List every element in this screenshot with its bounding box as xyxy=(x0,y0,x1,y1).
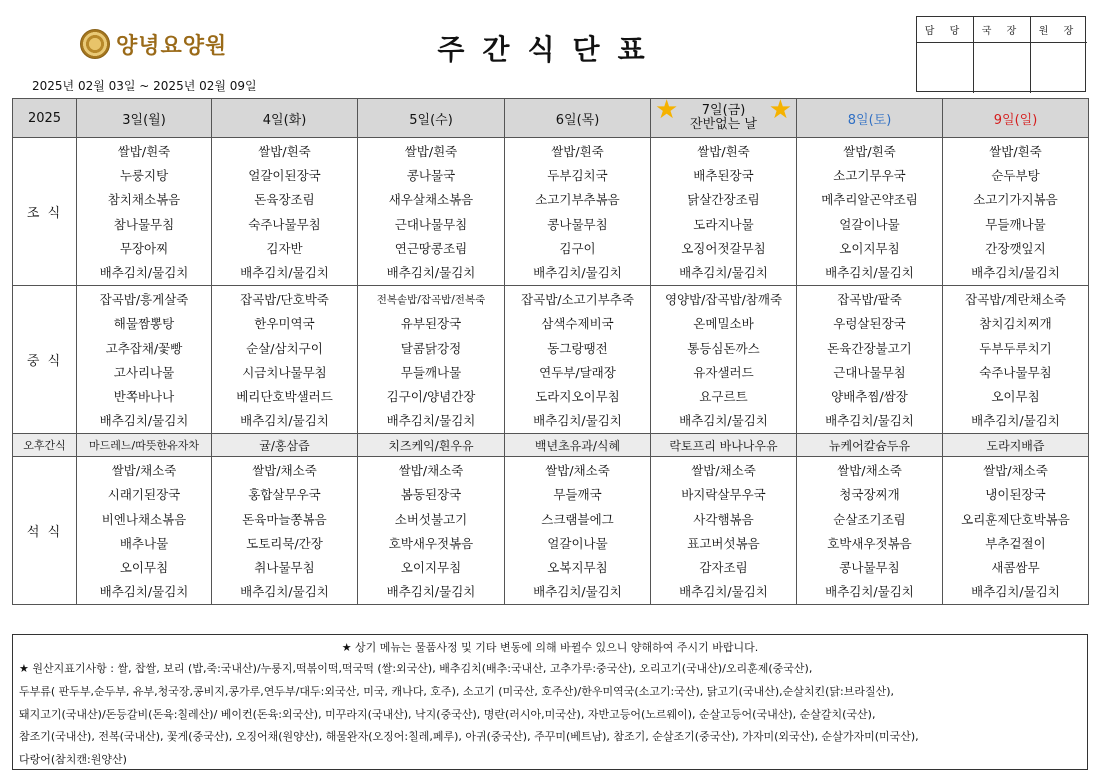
menu-item: 순살/삼치구이 xyxy=(246,340,323,356)
facility-name: 양녕요양원 xyxy=(116,33,228,59)
breakfast-cell-tue xyxy=(212,138,358,286)
day-header-tue: 4일(화) xyxy=(212,99,358,138)
menu-item: 잡곡밥/흥게살죽 xyxy=(99,292,189,308)
menu-item: 배추김치/물김치 xyxy=(971,584,1060,600)
menu-item: 쌀밥/채소죽 xyxy=(837,463,902,479)
dinner-cell-wed xyxy=(358,457,505,605)
menu-item: 쌀밥/채소죽 xyxy=(545,463,610,479)
menu-item: 우렁살된장국 xyxy=(833,316,906,332)
menu-item: 배추김치/물김치 xyxy=(679,413,768,429)
dinner-row xyxy=(13,457,1089,605)
menu-item: 참나물무침 xyxy=(113,216,175,232)
lunch-cell-thu xyxy=(505,286,651,434)
menu-item: 영양밥/잡곡밥/참깨죽 xyxy=(664,292,783,308)
menu-item: 시래기된장국 xyxy=(107,487,181,503)
breakfast-cell-wed xyxy=(358,138,505,286)
weekly-menu-table xyxy=(12,95,1089,605)
menu-item: 달콤닭강정 xyxy=(400,340,462,356)
menu-item: 배추김치/물김치 xyxy=(825,264,914,280)
menu-item: 비엔나채소볶음 xyxy=(101,511,187,527)
menu-item: 호박새우젓볶음 xyxy=(388,535,474,551)
menu-item: 메추리알곤약조림 xyxy=(821,192,918,208)
lunch-cell-sun xyxy=(943,286,1089,434)
year-cell: 2025 xyxy=(13,99,77,138)
menu-item: 전복솥밥/잡곡밥/전복죽 xyxy=(376,294,486,307)
menu-item: 오복지무침 xyxy=(547,560,608,575)
menu-item: 배추김치/물김치 xyxy=(99,584,189,600)
day-header-thu: 6일(목) xyxy=(505,99,651,138)
day-header-fri-label: 7일(금) xyxy=(701,103,746,118)
notice-box xyxy=(12,634,1088,770)
menu-item: 배추김치/물김치 xyxy=(240,413,329,429)
menu-item: 잡곡밥/단호박죽 xyxy=(240,292,329,308)
menu-item: 콩나물무침 xyxy=(839,560,900,575)
menu-item: 배추나물 xyxy=(119,535,169,551)
menu-item: 잡곡밥/소고기부추죽 xyxy=(521,292,634,308)
menu-item: 동그랑땡전 xyxy=(547,340,608,356)
facility-logo xyxy=(80,28,227,60)
menu-item: 쌀밥/채소죽 xyxy=(398,463,464,479)
day-header-mon: 3일(월) xyxy=(77,99,212,138)
menu-item: 배추된장국 xyxy=(693,168,754,184)
menu-item: 돈육마늘쫑볶음 xyxy=(242,511,327,527)
breakfast-row xyxy=(13,138,1089,286)
dinner-cell-fri xyxy=(651,457,797,605)
meal-label-snack: 오후간식 xyxy=(13,434,77,457)
menu-item: 바지락살무우국 xyxy=(681,487,766,503)
menu-item: 배추김치/물김치 xyxy=(971,413,1060,429)
snack-cell-wed: 치즈케익/흰우유 xyxy=(358,434,505,457)
breakfast-cell-sat xyxy=(797,138,943,286)
approval-header-staff: 담 당 xyxy=(917,17,974,43)
menu-item: 표고버섯볶음 xyxy=(687,535,760,551)
menu-item: 사각햄볶음 xyxy=(693,511,754,527)
menu-item: 얼갈이나물 xyxy=(839,216,900,232)
menu-item: 배추김치/물김치 xyxy=(679,264,768,280)
menu-item: 요구르트 xyxy=(699,388,748,404)
menu-item: 고사리나물 xyxy=(113,364,175,380)
lunch-row xyxy=(13,286,1089,434)
menu-item: 배추김치/물김치 xyxy=(99,264,189,280)
menu-item: 참치김치찌개 xyxy=(979,316,1052,332)
menu-item: 새콤쌈무 xyxy=(991,560,1040,575)
menu-item: 한우미역국 xyxy=(254,316,315,332)
menu-item: 잡곡밥/팥죽 xyxy=(837,292,902,308)
menu-item: 순두부탕 xyxy=(991,168,1040,184)
menu-item: 호박새우젓볶음 xyxy=(827,535,912,551)
menu-item: 봄동된장국 xyxy=(400,487,462,503)
snack-cell-sat: 뉴케어칼슘두유 xyxy=(797,434,943,457)
menu-item: 무들깨국 xyxy=(553,487,602,503)
lunch-cell-mon xyxy=(77,286,212,434)
menu-item: 배추김치/물김치 xyxy=(386,584,476,600)
menu-item: 소고기부추볶음 xyxy=(535,192,620,208)
snack-cell-thu: 백년초유과/식혜 xyxy=(505,434,651,457)
breakfast-cell-fri xyxy=(651,138,797,286)
day-header-row xyxy=(13,99,1089,138)
menu-item: 양배추찜/쌈장 xyxy=(831,388,908,404)
menu-item: 배추김치/물김치 xyxy=(240,264,329,280)
menu-item: 배추김치/물김치 xyxy=(386,264,476,280)
day-header-fri-sub: 잔반없는 날 xyxy=(690,117,757,132)
menu-item: 오이지무침 xyxy=(400,560,462,575)
menu-item: 쌀밥/흰죽 xyxy=(843,144,896,159)
menu-item: 두부김치국 xyxy=(547,168,608,184)
menu-item: 김구이/양념간장 xyxy=(386,388,476,404)
menu-item: 숙주나물무침 xyxy=(248,216,321,232)
menu-item: 배추김치/물김치 xyxy=(533,584,622,600)
menu-item: 도라지오이무침 xyxy=(535,388,620,404)
meal-label-lunch: 중 식 xyxy=(13,286,77,434)
menu-item: 닭살간장조림 xyxy=(687,192,760,208)
menu-item: 통등심돈까스 xyxy=(687,340,760,356)
menu-item: 김자반 xyxy=(266,240,303,256)
menu-item: 배추김치/물김치 xyxy=(825,584,914,600)
menu-item: 쌀밥/흰죽 xyxy=(697,144,750,159)
menu-item: 순살조기조림 xyxy=(833,511,906,527)
menu-item: 오리훈제단호박볶음 xyxy=(961,511,1070,527)
menu-item: 새우살채소볶음 xyxy=(388,192,474,208)
menu-item: 쌀밥/흰죽 xyxy=(258,144,311,159)
dinner-cell-sun xyxy=(943,457,1089,605)
approval-header-head: 원 장 xyxy=(1031,17,1087,43)
menu-item: 쌀밥/흰죽 xyxy=(117,144,171,159)
menu-item: 쌀밥/채소죽 xyxy=(111,463,177,479)
snack-cell-fri: 락토프리 바나나우유 xyxy=(651,434,797,457)
origin-line: 참조기(국내산), 전복(국내산), 꽃게(중국산), 오징어채(원양산), 해물완자(오징어:칠레,페루), 아귀(중국산), 주꾸미(베트남), 참조기, 순살조기(중국산), 가자미(외국산), 순살가자미(미국산), xyxy=(19,730,919,744)
menu-item: 배추김치/물김치 xyxy=(99,413,189,429)
breakfast-cell-sun xyxy=(943,138,1089,286)
menu-item: 배추김치/물김치 xyxy=(971,264,1060,280)
lunch-cell-tue xyxy=(212,286,358,434)
menu-item: 홍합살무우국 xyxy=(248,487,321,503)
menu-item: 참치채소볶음 xyxy=(107,192,181,208)
menu-item: 김구이 xyxy=(559,240,596,256)
meal-label-breakfast: 조 식 xyxy=(13,138,77,286)
menu-item: 배추김치/물김치 xyxy=(679,584,768,600)
menu-item: 해물짬뽕탕 xyxy=(113,316,175,332)
menu-item: 유부된장국 xyxy=(400,316,462,332)
lunch-cell-sat xyxy=(797,286,943,434)
menu-item: 누룽지탕 xyxy=(119,168,169,184)
menu-item: 쌀밥/흰죽 xyxy=(989,144,1042,159)
menu-item: 베리단호박샐러드 xyxy=(236,388,333,404)
menu-item: 배추김치/물김치 xyxy=(533,413,622,429)
menu-item: 소버섯불고기 xyxy=(394,511,468,527)
menu-item: 냉이된장국 xyxy=(985,487,1046,503)
day-header-wed: 5일(수) xyxy=(358,99,505,138)
snack-cell-mon: 마드레느/따뜻한유자차 xyxy=(77,434,212,457)
menu-item: 쌀밥/채소죽 xyxy=(252,463,317,479)
origin-line: 돼지고기(국내산)/돈등갈비(돈육:칠레산)/ 베이컨(돈육:외국산), 미꾸라지(국내산), 낙지(중국산), 명란(러시아,미국산), 자반고등어(노르웨이), 순살고등어(국내산), 순살갈치(국산), xyxy=(19,707,876,721)
logo-emblem-icon xyxy=(80,29,110,59)
approval-box xyxy=(916,16,1086,92)
menu-item: 콩나물국 xyxy=(406,168,456,184)
menu-item: 배추김치/물김치 xyxy=(825,413,914,429)
menu-item: 배추김치/물김치 xyxy=(240,584,329,600)
menu-item: 소고기가지볶음 xyxy=(973,192,1058,208)
menu-item: 감자조림 xyxy=(699,560,748,575)
menu-item: 연근땅콩조림 xyxy=(394,240,468,256)
menu-item: 간장깻잎지 xyxy=(985,240,1046,256)
menu-item: 무장아찌 xyxy=(119,240,169,256)
approval-header-director: 국 장 xyxy=(974,17,1031,43)
menu-item: 오이무침 xyxy=(991,388,1040,404)
dinner-cell-thu xyxy=(505,457,651,605)
menu-item: 돈육장조림 xyxy=(254,192,315,208)
menu-item: 삼색수제비국 xyxy=(541,316,614,332)
menu-period: 2025년 02월 03일 ~ 2025년 02월 09일 xyxy=(32,79,257,93)
menu-item: 쌀밥/채소죽 xyxy=(983,463,1048,479)
menu-item: 무들깨나물 xyxy=(985,216,1046,232)
menu-item: 근대나물무침 xyxy=(833,364,906,380)
lunch-cell-wed xyxy=(358,286,505,434)
notice-head: ★ 상기 메뉴는 물품사정 및 기타 변동에 의해 바뀔수 있으니 양해하여 주시기 바랍니다. xyxy=(341,641,759,654)
snack-cell-tue: 귤/홍삼즙 xyxy=(212,434,358,457)
day-header-fri xyxy=(651,95,797,138)
menu-item: 고추잡채/꽃빵 xyxy=(105,340,183,356)
menu-item: 오징어젓갈무침 xyxy=(681,240,766,256)
day-header-sat: 8일(토) xyxy=(797,99,943,138)
dinner-cell-sat xyxy=(797,457,943,605)
menu-item: 도토리묵/간장 xyxy=(246,535,323,551)
page-title: 주간식단표 xyxy=(437,33,663,66)
menu-item: 쌀밥/채소죽 xyxy=(691,463,756,479)
menu-item: 콩나물무침 xyxy=(547,216,608,232)
origin-line: 다랑어(참치캔:원양산) xyxy=(19,753,127,767)
menu-item: 근대나물무침 xyxy=(394,216,468,232)
origin-line: ★ 원산지표기사항 : 쌀, 찹쌀, 보리 (밥,죽:국내산)/누룽지,떡볶이떡,떡국떡 (쌀:외국산), 배추김치(배추:국내산, 고추가루:중국산), 오리고기(국내산)/오리훈제(중국산), xyxy=(19,662,813,675)
menu-item: 돈육간장불고기 xyxy=(827,340,912,356)
menu-item: 유자샐러드 xyxy=(693,364,754,380)
menu-item: 도라지나물 xyxy=(693,216,754,232)
lunch-cell-fri xyxy=(651,286,797,434)
approval-sign-staff[interactable] xyxy=(917,43,974,93)
day-header-sun: 9일(일) xyxy=(943,99,1089,138)
menu-item: 취나물무침 xyxy=(254,560,315,575)
menu-item: 쌀밥/흰죽 xyxy=(551,144,604,159)
menu-item: 오이무침 xyxy=(119,560,169,575)
menu-item: 쌀밥/흰죽 xyxy=(404,144,458,159)
menu-item: 배추김치/물김치 xyxy=(386,413,476,429)
menu-item: 숙주나물무침 xyxy=(979,364,1052,380)
menu-item: 두부두루치기 xyxy=(979,340,1052,356)
menu-item: 배추김치/물김치 xyxy=(533,264,622,280)
menu-item: 연두부/달래장 xyxy=(539,364,616,380)
menu-item: 부추겉절이 xyxy=(985,535,1046,551)
snack-row xyxy=(13,434,1089,457)
dinner-cell-mon xyxy=(77,457,212,605)
menu-item: 시금치나물무침 xyxy=(242,364,327,380)
meal-label-dinner: 석 식 xyxy=(13,457,77,605)
breakfast-cell-mon xyxy=(77,138,212,286)
menu-item: 무들깨나물 xyxy=(400,364,462,380)
approval-sign-head[interactable] xyxy=(1031,43,1087,93)
menu-item: 잡곡밥/계란채소죽 xyxy=(965,292,1066,308)
menu-item: 얼갈이나물 xyxy=(547,535,608,551)
menu-item: 오이지무침 xyxy=(839,240,900,256)
breakfast-cell-thu xyxy=(505,138,651,286)
approval-sign-director[interactable] xyxy=(974,43,1031,93)
menu-item: 스크램블에그 xyxy=(541,511,614,527)
menu-item: 청국장찌개 xyxy=(839,487,900,503)
snack-cell-sun: 도라지배즙 xyxy=(943,434,1089,457)
menu-item: 반쪽바나나 xyxy=(113,388,175,404)
menu-item: 온메밀소바 xyxy=(693,316,754,332)
menu-item: 얼갈이된장국 xyxy=(248,168,321,184)
menu-item: 소고기무우국 xyxy=(833,168,906,184)
star-icon: ★ xyxy=(655,95,679,125)
dinner-cell-tue xyxy=(212,457,358,605)
star-icon: ★ xyxy=(768,95,792,125)
origin-line: 두부류( 판두부,순두부, 유부,청국장,콩비지,콩가루,연두부/대두:외국산, 미국, 캐나다, 호주), 소고기 (미국산, 호주산)/한우미역국(소고기:국산), 닭고기(국내산),순살치킨(닭:브라질산), xyxy=(19,684,895,698)
